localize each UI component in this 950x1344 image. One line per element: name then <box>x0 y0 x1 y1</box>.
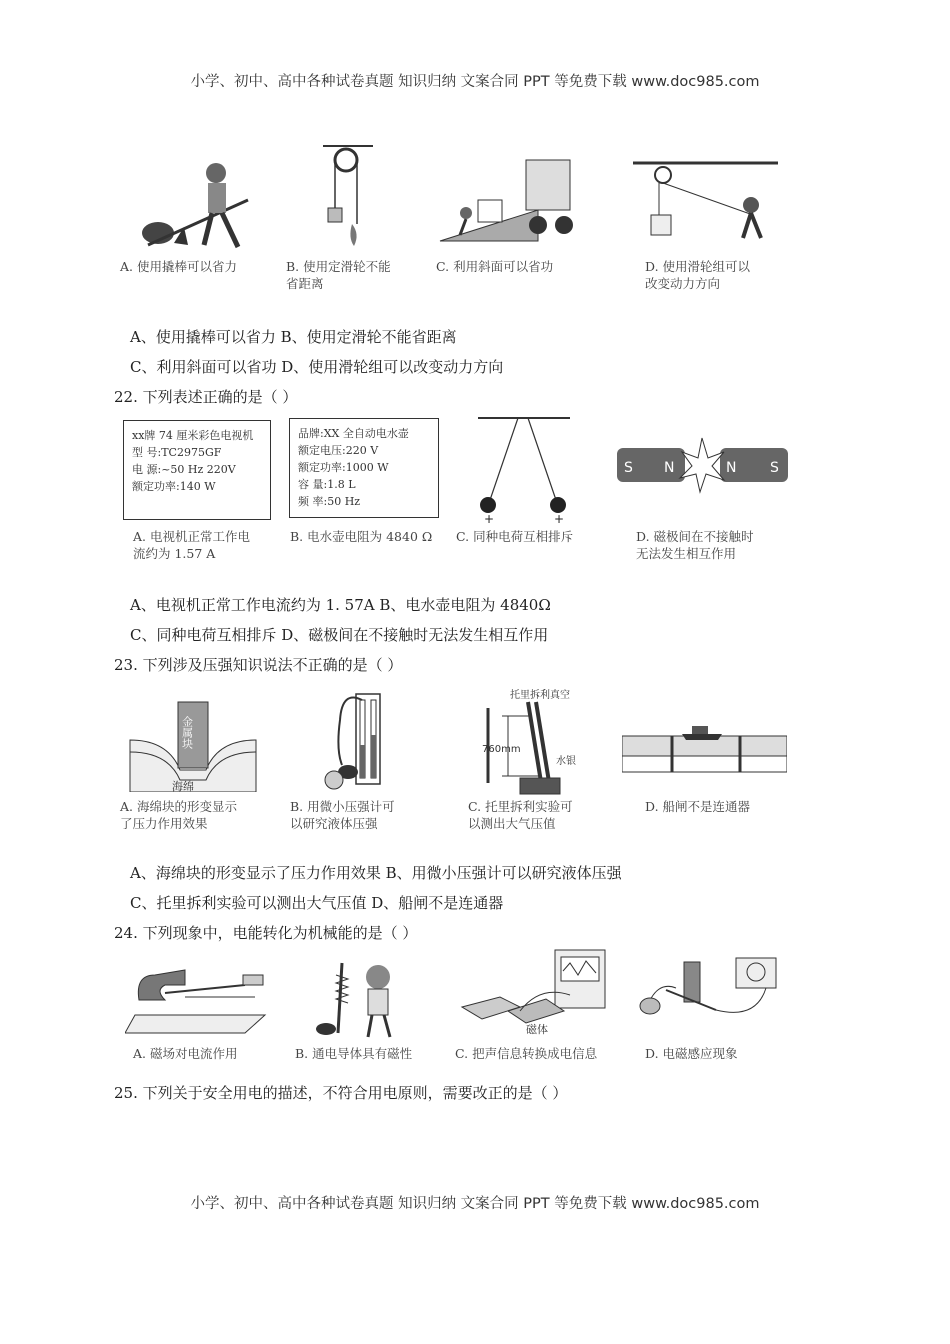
figure-induction <box>636 950 786 1035</box>
magnet-n-right: N <box>726 460 737 476</box>
figure-pressure-gauge <box>312 690 392 795</box>
figure-ship-lock <box>622 720 787 775</box>
figure-magnets <box>612 430 792 505</box>
q21-caption-c: C. 利用斜面可以省功 <box>436 259 554 274</box>
q23-caption-c: C. 托里拆利实验可 以测出大气压值 <box>468 799 573 831</box>
q21-caption-b: B. 使用定滑轮不能 省距离 <box>286 259 391 291</box>
q25-stem: 25. 下列关于安全用电的描述，不符合用电原则，需要改正的是（ ） <box>114 1084 568 1102</box>
figure-electromagnet <box>312 955 407 1040</box>
magnet-n-left: N <box>664 460 675 476</box>
q23-options-line1: A、海绵块的形变显示了压力作用效果 B、用微小压强计可以研究液体压强 <box>130 864 622 882</box>
figure-sponge <box>128 700 258 792</box>
q23-caption-b: B. 用微小压强计可 以研究液体压强 <box>290 799 395 831</box>
760mm-label: 760mm <box>482 744 521 755</box>
q24-stem: 24. 下列现象中，电能转化为机械能的是（ ） <box>114 924 418 942</box>
mercury-label: 水银 <box>556 756 576 767</box>
q22-stem: 22. 下列表述正确的是（ ） <box>114 388 298 406</box>
q23-caption-d: D. 船闸不是连通器 <box>645 799 751 814</box>
magnet-s-left: S <box>624 460 633 476</box>
vacuum-label: 托里拆利真空 <box>510 690 570 701</box>
page-footer: 小学、初中、高中各种试卷真题 知识归纳 文案合同 PPT 等免费下载 www.doc985.com <box>190 1196 760 1212</box>
plus-sign-right: + <box>554 512 565 525</box>
plus-sign-left: + <box>484 512 495 525</box>
metal-block-label: 金属块 <box>180 716 194 749</box>
q21-caption-d: D. 使用滑轮组可以 改变动力方向 <box>645 259 751 291</box>
figure-crowbar <box>138 155 268 255</box>
q24-caption-c: C. 把声信息转换成电信息 <box>455 1046 598 1061</box>
kettle-nameplate: 品牌:XX 全自动电水壶 额定电压:220 V 额定功率:1000 W 容 量:1.8 L 频 率:50 Hz <box>289 418 439 518</box>
tv-nameplate: xx牌 74 厘米彩色电视机 型 号:TC2975GF 电 源:~50 Hz 220V 额定功率:140 W <box>123 420 271 520</box>
q22-caption-a: A. 电视机正常工作电 流约为 1.57 A <box>133 529 250 561</box>
magnet-s-right: S <box>770 460 779 476</box>
q24-caption-d: D. 电磁感应现象 <box>645 1046 738 1061</box>
magnet-body-label: 磁体 <box>526 1023 548 1035</box>
q24-caption-b: B. 通电导体具有磁性 <box>295 1046 413 1061</box>
q21-options-line1: A、使用撬棒可以省力 B、使用定滑轮不能省距离 <box>130 328 457 346</box>
figure-incline-truck <box>438 155 578 245</box>
figure-microphone-scope <box>460 945 620 1035</box>
q21-options-line2: C、利用斜面可以省功 D、使用滑轮组可以改变动力方向 <box>130 358 504 376</box>
q22-caption-c: C. 同种电荷互相排斥 <box>456 529 574 544</box>
figure-torricelli <box>480 688 590 798</box>
figure-pulley-block <box>633 160 778 250</box>
q22-caption-d: D. 磁极间在不接触时 无法发生相互作用 <box>636 529 754 561</box>
q22-options-line1: A、电视机正常工作电流约为 1. 57A B、电水壶电阻为 4840Ω <box>130 596 551 614</box>
q22-options-line2: C、同种电荷互相排斥 D、磁极间在不接触时无法发生相互作用 <box>130 626 549 644</box>
sponge-label: 海绵 <box>172 780 194 792</box>
q21-caption-a: A. 使用撬棒可以省力 <box>120 259 237 274</box>
q23-options-line2: C、托里拆利实验可以测出大气压值 D、船闸不是连通器 <box>130 894 504 912</box>
q24-caption-a: A. 磁场对电流作用 <box>133 1046 238 1061</box>
q23-caption-a: A. 海绵块的形变显示 了压力作用效果 <box>120 799 237 831</box>
figure-fixed-pulley <box>318 142 378 252</box>
q23-stem: 23. 下列涉及压强知识说法不正确的是（ ） <box>114 656 403 674</box>
figure-magnet-current <box>125 955 275 1035</box>
q22-caption-b: B. 电水壶电阻为 4840 Ω <box>290 529 433 544</box>
figure-charged-balls <box>470 415 580 525</box>
page-header: 小学、初中、高中各种试卷真题 知识归纳 文案合同 PPT 等免费下载 www.doc985.com <box>190 74 760 90</box>
